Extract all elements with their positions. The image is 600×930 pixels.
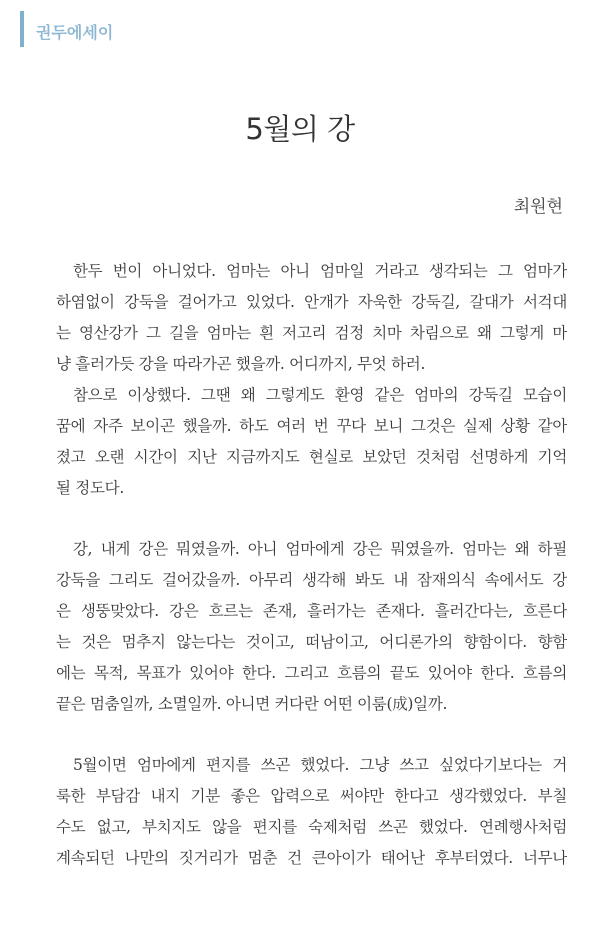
text-line: 꿈에 자주 보이곤 했을까. 하도 여러 번 꾸다 보니 그것은 실제 상황 같아 [56,417,567,435]
text-line: 에는 목적, 목표가 있어야 한다. 그리고 흐름의 끝도 있어야 한다. 흐름의 [56,664,567,682]
paragraph [39,256,567,380]
text-line: 수도 없고, 부치지도 않을 편지를 숙제처럼 쓰곤 했었다. 연례행사처럼 [56,818,567,836]
section-2 [39,534,567,720]
text-line: 될 정도다. [56,479,124,497]
paragraph [39,750,567,874]
text-line: 룩한 부담감 내지 기분 좋은 압력으로 써야만 한다고 생각했었다. 부칠 [56,787,567,805]
text-line: 졌고 오랜 시간이 지난 지금까지도 현실로 보았던 것처럼 선명하게 기억 [56,448,567,466]
accent-bar [20,11,24,47]
text-line: 은 생뚱맞았다. 강은 흐르는 존재, 흘러가는 존재다. 흘러간다는, 흐른다 [56,602,567,620]
text-line: 5월이면 엄마에게 편지를 쓰곤 했었다. 그냥 쓰고 싶었다기보다는 거 [73,756,567,774]
text-line: 하염없이 강둑을 걸어가고 있었다. 안개가 자욱한 강둑길, 갈대가 서걱대 [56,293,567,311]
section-3 [39,750,567,874]
text-line: 참으로 이상했다. 그땐 왜 그렇게도 환영 같은 엄마의 강둑길 모습이 [73,386,567,404]
article-body [39,256,567,904]
text-line: 는 영산강가 그 길을 엄마는 흰 저고리 검정 치마 차림으로 왜 그렇게 마 [56,324,567,342]
paragraph [39,380,567,504]
article-title: 5월의 강 [245,112,355,147]
paragraph [39,534,567,720]
article-author: 최원현 [513,197,563,217]
series-label: 권두에세이 [36,22,114,42]
text-line: 계속되던 나만의 짓거리가 멈춘 건 큰아이가 태어난 후부터였다. 너무나 [56,849,567,867]
text-line: 강둑을 그리도 걸어갔을까. 아무리 생각해 봐도 내 잠재의식 속에서도 강 [56,571,567,589]
text-line: 강, 내게 강은 뭐였을까. 아니 엄마에게 강은 뭐였을까. 엄마는 왜 하필 [73,540,567,558]
text-line: 냥 흘러가듯 강을 따라가곤 했을까. 어디까지, 무엇 하러. [56,355,426,373]
section-1 [39,256,567,504]
text-line: 한두 번이 아니었다. 엄마는 아니 엄마일 거라고 생각되는 그 엄마가 [73,262,567,280]
series-header [20,11,113,47]
text-line: 끝은 멈춤일까, 소멸일까. 아니면 커다란 어떤 이룸(成)일까. [56,695,448,713]
text-line: 는 것은 멈추지 않는다는 것이고, 떠남이고, 어디론가의 향함이다. 향함 [56,633,567,651]
